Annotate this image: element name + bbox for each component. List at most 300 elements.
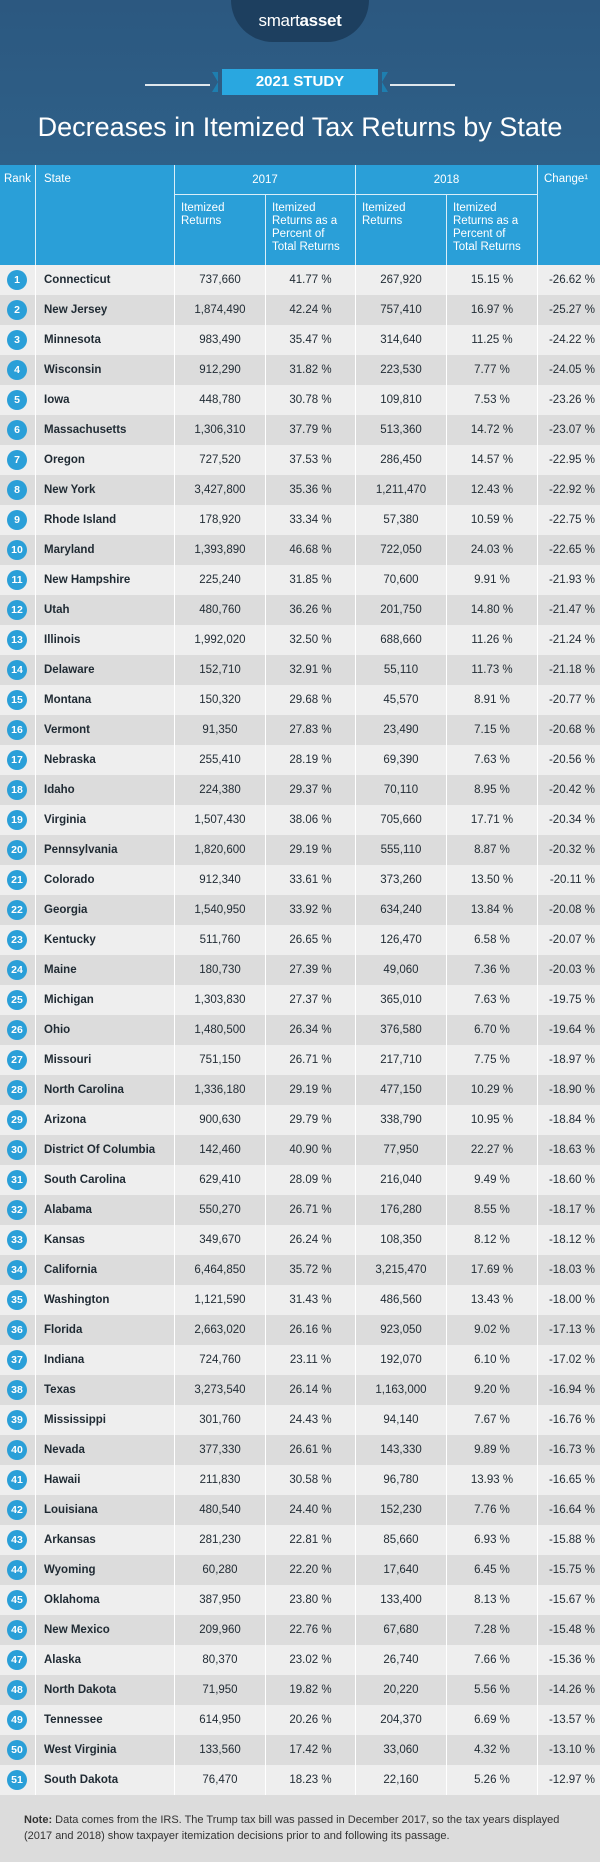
percent-2017-cell: 32.91 %: [266, 655, 356, 685]
itemized-2017-cell: 76,470: [175, 1765, 266, 1795]
itemized-2018-cell: 1,163,000: [356, 1375, 447, 1405]
itemized-2017-cell: 71,950: [175, 1675, 266, 1705]
rank-cell: [0, 1405, 36, 1435]
change-cell: -15.67 %: [548, 1594, 595, 1606]
rank-badge: 11: [7, 570, 27, 590]
rank-badge: 25: [7, 990, 27, 1010]
percent-2018-cell: 16.97 %: [447, 295, 538, 325]
rank-cell: [0, 385, 36, 415]
itemized-2017-cell: 912,290: [175, 355, 266, 385]
itemized-2018-cell: 152,230: [356, 1495, 447, 1525]
itemized-2018-cell: 45,570: [356, 685, 447, 715]
percent-2017-cell: 26.34 %: [266, 1015, 356, 1045]
itemized-2017-cell: 3,427,800: [175, 475, 266, 505]
percent-2017-cell: 26.65 %: [266, 925, 356, 955]
rank-cell: [0, 565, 36, 595]
percent-2017-cell: 23.02 %: [266, 1645, 356, 1675]
rank-badge: 26: [7, 1020, 27, 1040]
table-row: [0, 475, 600, 505]
state-cell: Pennsylvania: [36, 835, 175, 865]
col-state: State: [36, 165, 175, 265]
itemized-2018-cell: 376,580: [356, 1015, 447, 1045]
change-cell: -18.84 %: [548, 1114, 595, 1126]
change-cell: -20.11 %: [549, 874, 595, 886]
rank-cell: [0, 1195, 36, 1225]
rank-badge: 2: [7, 300, 27, 320]
rank-cell: [0, 805, 36, 835]
change-cell: -15.88 %: [548, 1534, 595, 1546]
itemized-2018-cell: 126,470: [356, 925, 447, 955]
rank-cell: [0, 1495, 36, 1525]
rank-cell: [0, 1675, 36, 1705]
percent-2017-cell: 37.53 %: [266, 445, 356, 475]
percent-2018-cell: 10.59 %: [447, 505, 538, 535]
percent-2018-cell: 8.13 %: [447, 1585, 538, 1615]
table-row: [0, 355, 600, 385]
percent-2017-cell: 31.85 %: [266, 565, 356, 595]
itemized-2017-cell: 1,540,950: [175, 895, 266, 925]
rank-badge: 29: [7, 1110, 27, 1130]
itemized-2017-cell: 180,730: [175, 955, 266, 985]
percent-2018-cell: 8.91 %: [447, 685, 538, 715]
percent-2017-cell: 31.43 %: [266, 1285, 356, 1315]
rank-badge: 32: [7, 1200, 27, 1220]
table-row: [0, 1135, 600, 1165]
itemized-2017-cell: 91,350: [175, 715, 266, 745]
itemized-2018-cell: 69,390: [356, 745, 447, 775]
footnote-text: Data comes from the IRS. The Trump tax bill was passed in December 2017, so the tax years displayed (2017 and 2018) show taxpayer itemization decisions prior to and following its passage.: [24, 1814, 560, 1842]
change-cell: -19.64 %: [548, 1024, 595, 1036]
rank-cell: [0, 595, 36, 625]
state-cell: New Jersey: [36, 295, 175, 325]
table-row: [0, 925, 600, 955]
state-cell: South Carolina: [36, 1165, 175, 1195]
itemized-2017-cell: 178,920: [175, 505, 266, 535]
rank-cell: [0, 1525, 36, 1555]
percent-2017-cell: 35.36 %: [266, 475, 356, 505]
percent-2017-cell: 22.76 %: [266, 1615, 356, 1645]
itemized-2018-cell: 133,400: [356, 1585, 447, 1615]
rank-cell: [0, 1165, 36, 1195]
change-cell: -24.05 %: [548, 364, 595, 376]
change-cell: -18.03 %: [548, 1264, 595, 1276]
percent-2018-cell: 7.67 %: [447, 1405, 538, 1435]
percent-2017-cell: 28.19 %: [266, 745, 356, 775]
percent-2017-cell: 29.19 %: [266, 835, 356, 865]
percent-2018-cell: 24.03 %: [447, 535, 538, 565]
change-cell: -18.90 %: [548, 1084, 595, 1096]
table-row: [0, 685, 600, 715]
rank-badge: 1: [7, 270, 27, 290]
state-cell: New Mexico: [36, 1615, 175, 1645]
itemized-2018-cell: 70,600: [356, 565, 447, 595]
table-row: [0, 385, 600, 415]
header: [0, 0, 600, 165]
change-cell: -18.17 %: [548, 1204, 595, 1216]
itemized-2017-cell: 912,340: [175, 865, 266, 895]
table-row: [0, 1165, 600, 1195]
percent-2018-cell: 6.93 %: [447, 1525, 538, 1555]
table-row: [0, 1705, 600, 1735]
itemized-2018-cell: 201,750: [356, 595, 447, 625]
table-row: [0, 1315, 600, 1345]
percent-2018-cell: 8.55 %: [447, 1195, 538, 1225]
table-row: [0, 1225, 600, 1255]
percent-2018-cell: 7.36 %: [447, 955, 538, 985]
rank-cell: [0, 1585, 36, 1615]
percent-2018-cell: 8.12 %: [447, 1225, 538, 1255]
percent-2017-cell: 40.90 %: [266, 1135, 356, 1165]
itemized-2017-cell: 80,370: [175, 1645, 266, 1675]
rank-cell: [0, 1075, 36, 1105]
itemized-2017-cell: 737,660: [175, 265, 266, 295]
state-cell: South Dakota: [36, 1765, 175, 1795]
percent-2018-cell: 13.93 %: [447, 1465, 538, 1495]
change-cell: -25.27 %: [548, 304, 595, 316]
rank-cell: [0, 1735, 36, 1765]
percent-2017-cell: 22.20 %: [266, 1555, 356, 1585]
rank-cell: [0, 835, 36, 865]
itemized-2017-cell: 550,270: [175, 1195, 266, 1225]
itemized-2017-cell: 209,960: [175, 1615, 266, 1645]
state-cell: Rhode Island: [36, 505, 175, 535]
state-cell: Florida: [36, 1315, 175, 1345]
percent-2017-cell: 27.37 %: [266, 985, 356, 1015]
table-row: [0, 535, 600, 565]
itemized-2017-cell: 614,950: [175, 1705, 266, 1735]
itemized-2018-cell: 143,330: [356, 1435, 447, 1465]
rank-cell: [0, 415, 36, 445]
table-row: [0, 625, 600, 655]
change-cell: -24.22 %: [548, 334, 595, 346]
col-2017-itemized-returns: Itemized Returns: [175, 195, 266, 265]
rank-badge: 12: [7, 600, 27, 620]
state-cell: Illinois: [36, 625, 175, 655]
itemized-2018-cell: 176,280: [356, 1195, 447, 1225]
itemized-2018-cell: 477,150: [356, 1075, 447, 1105]
rank-cell: [0, 505, 36, 535]
percent-2017-cell: 24.43 %: [266, 1405, 356, 1435]
rank-cell: [0, 1225, 36, 1255]
itemized-2018-cell: 722,050: [356, 535, 447, 565]
percent-2017-cell: 18.23 %: [266, 1765, 356, 1795]
rank-cell: [0, 1465, 36, 1495]
state-cell: Indiana: [36, 1345, 175, 1375]
rank-badge: 30: [7, 1140, 27, 1160]
rank-badge: 43: [7, 1530, 27, 1550]
rank-badge: 33: [7, 1230, 27, 1250]
rank-cell: [0, 1555, 36, 1585]
itemized-2018-cell: 57,380: [356, 505, 447, 535]
state-cell: Hawaii: [36, 1465, 175, 1495]
col-rank: Rank: [0, 165, 36, 265]
rank-cell: [0, 445, 36, 475]
rank-badge: 31: [7, 1170, 27, 1190]
state-cell: Wyoming: [36, 1555, 175, 1585]
change-cell: -21.18 %: [548, 664, 595, 676]
table-row: [0, 1585, 600, 1615]
percent-2017-cell: 29.19 %: [266, 1075, 356, 1105]
table-row: [0, 955, 600, 985]
itemized-2018-cell: 49,060: [356, 955, 447, 985]
state-cell: Wisconsin: [36, 355, 175, 385]
change-cell: -13.10 %: [548, 1744, 595, 1756]
rank-badge: 24: [7, 960, 27, 980]
itemized-2017-cell: 1,480,500: [175, 1015, 266, 1045]
itemized-2017-cell: 1,303,830: [175, 985, 266, 1015]
table-row: [0, 1525, 600, 1555]
table-row: [0, 415, 600, 445]
state-cell: Idaho: [36, 775, 175, 805]
rank-badge: 47: [7, 1650, 27, 1670]
col-2018-itemized-percent: Itemized Returns as a Percent of Total Returns: [447, 195, 538, 265]
rank-cell: [0, 475, 36, 505]
table-row: [0, 805, 600, 835]
itemized-2017-cell: 1,820,600: [175, 835, 266, 865]
itemized-2018-cell: 923,050: [356, 1315, 447, 1345]
state-cell: Massachusetts: [36, 415, 175, 445]
state-cell: Alaska: [36, 1645, 175, 1675]
rank-badge: 8: [7, 480, 27, 500]
itemized-2017-cell: 727,520: [175, 445, 266, 475]
rank-cell: [0, 745, 36, 775]
rank-badge: 50: [7, 1740, 27, 1760]
percent-2017-cell: 26.24 %: [266, 1225, 356, 1255]
rank-badge: 46: [7, 1620, 27, 1640]
percent-2017-cell: 36.26 %: [266, 595, 356, 625]
state-cell: Ohio: [36, 1015, 175, 1045]
itemized-2017-cell: 983,490: [175, 325, 266, 355]
change-cell: -16.65 %: [548, 1474, 595, 1486]
percent-2018-cell: 7.77 %: [447, 355, 538, 385]
itemized-2018-cell: 55,110: [356, 655, 447, 685]
table-body: [0, 265, 600, 1795]
rank-cell: [0, 655, 36, 685]
percent-2017-cell: 46.68 %: [266, 535, 356, 565]
change-cell: -13.57 %: [548, 1714, 595, 1726]
percent-2017-cell: 26.71 %: [266, 1195, 356, 1225]
percent-2018-cell: 11.73 %: [447, 655, 538, 685]
col-2017-itemized-percent: Itemized Returns as a Percent of Total Returns: [266, 195, 356, 265]
change-cell: -20.08 %: [548, 904, 595, 916]
state-cell: North Carolina: [36, 1075, 175, 1105]
rank-cell: [0, 295, 36, 325]
change-cell: -12.97 %: [548, 1774, 595, 1786]
percent-2018-cell: 7.28 %: [447, 1615, 538, 1645]
state-cell: Tennessee: [36, 1705, 175, 1735]
table-row: [0, 265, 600, 295]
state-cell: West Virginia: [36, 1735, 175, 1765]
rank-badge: 21: [7, 870, 27, 890]
itemized-2017-cell: 60,280: [175, 1555, 266, 1585]
percent-2017-cell: 30.78 %: [266, 385, 356, 415]
table-row: [0, 1405, 600, 1435]
table-row: [0, 745, 600, 775]
table-row: [0, 715, 600, 745]
rank-badge: 22: [7, 900, 27, 920]
percent-2017-cell: 26.14 %: [266, 1375, 356, 1405]
percent-2017-cell: 35.72 %: [266, 1255, 356, 1285]
change-cell: -14.26 %: [548, 1684, 595, 1696]
itemized-2017-cell: 2,663,020: [175, 1315, 266, 1345]
percent-2017-cell: 23.80 %: [266, 1585, 356, 1615]
rank-cell: [0, 355, 36, 385]
itemized-2017-cell: 480,540: [175, 1495, 266, 1525]
itemized-2018-cell: 109,810: [356, 385, 447, 415]
itemized-2017-cell: 225,240: [175, 565, 266, 595]
rank-badge: 14: [7, 660, 27, 680]
rank-cell: [0, 1015, 36, 1045]
state-cell: Utah: [36, 595, 175, 625]
table-row: [0, 1495, 600, 1525]
rank-cell: [0, 1615, 36, 1645]
percent-2018-cell: 4.32 %: [447, 1735, 538, 1765]
itemized-2018-cell: 77,950: [356, 1135, 447, 1165]
itemized-2018-cell: 373,260: [356, 865, 447, 895]
change-cell: -15.75 %: [548, 1564, 595, 1576]
percent-2018-cell: 7.75 %: [447, 1045, 538, 1075]
percent-2018-cell: 8.95 %: [447, 775, 538, 805]
table-row: [0, 1075, 600, 1105]
percent-2018-cell: 9.49 %: [447, 1165, 538, 1195]
itemized-2018-cell: 486,560: [356, 1285, 447, 1315]
itemized-2018-cell: 267,920: [356, 265, 447, 295]
table-row: [0, 835, 600, 865]
rank-badge: 7: [7, 450, 27, 470]
percent-2018-cell: 9.89 %: [447, 1435, 538, 1465]
itemized-2017-cell: 511,760: [175, 925, 266, 955]
table-row: [0, 1675, 600, 1705]
itemized-2018-cell: 634,240: [356, 895, 447, 925]
rank-cell: [0, 325, 36, 355]
itemized-2017-cell: 152,710: [175, 655, 266, 685]
percent-2018-cell: 22.27 %: [447, 1135, 538, 1165]
percent-2017-cell: 20.26 %: [266, 1705, 356, 1735]
banner-line-left: [145, 84, 210, 86]
itemized-2018-cell: 96,780: [356, 1465, 447, 1495]
itemized-2018-cell: 192,070: [356, 1345, 447, 1375]
percent-2017-cell: 30.58 %: [266, 1465, 356, 1495]
rank-cell: [0, 625, 36, 655]
rank-cell: [0, 1645, 36, 1675]
change-cell: -20.77 %: [548, 694, 595, 706]
itemized-2017-cell: 629,410: [175, 1165, 266, 1195]
itemized-2018-cell: 26,740: [356, 1645, 447, 1675]
change-cell: -22.95 %: [548, 454, 595, 466]
state-cell: Minnesota: [36, 325, 175, 355]
rank-badge: 51: [7, 1770, 27, 1790]
itemized-2018-cell: 513,360: [356, 415, 447, 445]
percent-2017-cell: 26.61 %: [266, 1435, 356, 1465]
table-row: [0, 1015, 600, 1045]
rank-badge: 20: [7, 840, 27, 860]
table-row: [0, 325, 600, 355]
itemized-2017-cell: 6,464,850: [175, 1255, 266, 1285]
change-cell: -23.26 %: [548, 394, 595, 406]
rank-badge: 41: [7, 1470, 27, 1490]
itemized-2018-cell: 3,215,470: [356, 1255, 447, 1285]
rank-badge: 9: [7, 510, 27, 530]
state-cell: Arkansas: [36, 1525, 175, 1555]
rank-cell: [0, 925, 36, 955]
rank-badge: 49: [7, 1710, 27, 1730]
itemized-2018-cell: 94,140: [356, 1405, 447, 1435]
state-cell: Virginia: [36, 805, 175, 835]
percent-2018-cell: 6.10 %: [447, 1345, 538, 1375]
itemized-2017-cell: 1,992,020: [175, 625, 266, 655]
change-cell: -20.42 %: [548, 784, 595, 796]
percent-2018-cell: 11.26 %: [447, 625, 538, 655]
percent-2017-cell: 27.39 %: [266, 955, 356, 985]
itemized-2017-cell: 1,306,310: [175, 415, 266, 445]
rank-badge: 4: [7, 360, 27, 380]
percent-2018-cell: 14.72 %: [447, 415, 538, 445]
state-cell: Alabama: [36, 1195, 175, 1225]
percent-2018-cell: 6.70 %: [447, 1015, 538, 1045]
change-cell: -20.32 %: [548, 844, 595, 856]
rank-badge: 10: [7, 540, 27, 560]
itemized-2017-cell: 387,950: [175, 1585, 266, 1615]
col-year-2017: 2017: [175, 165, 356, 195]
percent-2017-cell: 33.34 %: [266, 505, 356, 535]
percent-2018-cell: 13.50 %: [447, 865, 538, 895]
percent-2018-cell: 6.45 %: [447, 1555, 538, 1585]
itemized-2017-cell: 224,380: [175, 775, 266, 805]
state-cell: Nebraska: [36, 745, 175, 775]
itemized-2017-cell: 211,830: [175, 1465, 266, 1495]
itemized-2017-cell: 142,460: [175, 1135, 266, 1165]
change-cell: -23.07 %: [548, 424, 595, 436]
rank-cell: [0, 775, 36, 805]
change-cell: -22.75 %: [548, 514, 595, 526]
percent-2017-cell: 26.16 %: [266, 1315, 356, 1345]
rank-cell: [0, 715, 36, 745]
itemized-2017-cell: 349,670: [175, 1225, 266, 1255]
percent-2018-cell: 11.25 %: [447, 325, 538, 355]
state-cell: Maryland: [36, 535, 175, 565]
change-cell: -15.48 %: [548, 1624, 595, 1636]
table-row: [0, 895, 600, 925]
percent-2018-cell: 8.87 %: [447, 835, 538, 865]
percent-2018-cell: 9.02 %: [447, 1315, 538, 1345]
percent-2018-cell: 7.66 %: [447, 1645, 538, 1675]
change-cell: -20.07 %: [548, 934, 595, 946]
rank-cell: [0, 1345, 36, 1375]
rank-badge: 44: [7, 1560, 27, 1580]
percent-2018-cell: 9.91 %: [447, 565, 538, 595]
itemized-2017-cell: 1,393,890: [175, 535, 266, 565]
percent-2018-cell: 7.76 %: [447, 1495, 538, 1525]
rank-badge: 18: [7, 780, 27, 800]
change-cell: -21.47 %: [548, 604, 595, 616]
state-cell: District Of Columbia: [36, 1135, 175, 1165]
itemized-2017-cell: 1,874,490: [175, 295, 266, 325]
rank-cell: [0, 1255, 36, 1285]
itemized-2017-cell: 900,630: [175, 1105, 266, 1135]
itemized-2018-cell: 1,211,470: [356, 475, 447, 505]
itemized-2017-cell: 255,410: [175, 745, 266, 775]
percent-2018-cell: 13.43 %: [447, 1285, 538, 1315]
percent-2018-cell: 7.63 %: [447, 745, 538, 775]
rank-cell: [0, 1765, 36, 1795]
table-row: [0, 1375, 600, 1405]
change-cell: -26.62 %: [548, 274, 595, 286]
rank-badge: 42: [7, 1500, 27, 1520]
rank-badge: 37: [7, 1350, 27, 1370]
rank-cell: [0, 865, 36, 895]
state-cell: Montana: [36, 685, 175, 715]
itemized-2018-cell: 108,350: [356, 1225, 447, 1255]
